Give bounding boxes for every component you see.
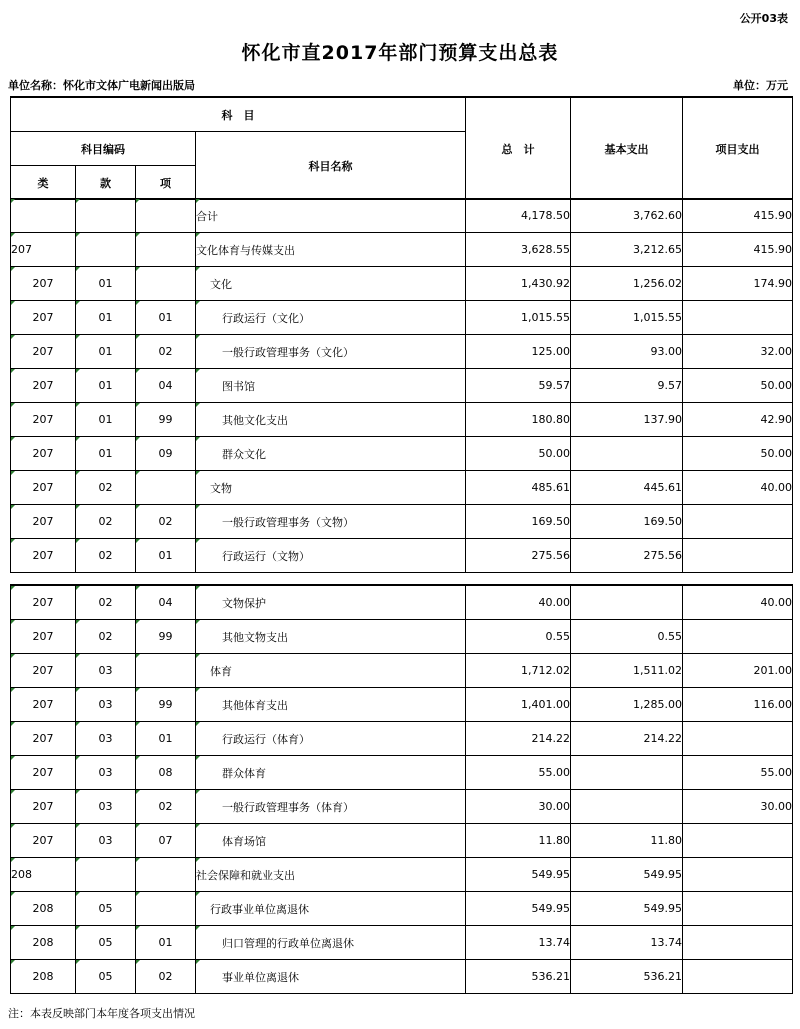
cell-basic: 445.61 <box>571 471 683 505</box>
cell-basic: 1,285.00 <box>571 688 683 722</box>
cell-kuan: 01 <box>76 437 136 471</box>
table-row <box>11 824 793 858</box>
cell-subject-name: 合计 <box>196 199 466 233</box>
cell-kuan: 01 <box>76 335 136 369</box>
cell-xiang: 01 <box>136 539 196 573</box>
cell-lei: 207 <box>11 790 76 824</box>
cell-kuan: 02 <box>76 505 136 539</box>
table-row <box>11 301 793 335</box>
cell-subject-name: 一般行政管理事务（文物） <box>196 505 466 539</box>
cell-xiang <box>136 892 196 926</box>
cell-total: 536.21 <box>466 960 571 994</box>
cell-project: 174.90 <box>683 267 793 301</box>
cell-project <box>683 539 793 573</box>
cell-subject-name: 社会保障和就业支出 <box>196 858 466 892</box>
cell-project: 55.00 <box>683 756 793 790</box>
cell-lei: 207 <box>11 585 76 620</box>
cell-lei: 207 <box>11 267 76 301</box>
cell-total: 485.61 <box>466 471 571 505</box>
cell-total: 3,628.55 <box>466 233 571 267</box>
cell-kuan: 03 <box>76 654 136 688</box>
cell-total: 214.22 <box>466 722 571 756</box>
cell-kuan: 05 <box>76 926 136 960</box>
currency-unit-label: 单位：万元 <box>733 79 788 92</box>
cell-lei: 208 <box>11 892 76 926</box>
cell-project <box>683 892 793 926</box>
table-row <box>11 790 793 824</box>
header-subject-code: 科目编码 <box>11 132 196 166</box>
cell-kuan: 03 <box>76 722 136 756</box>
table-row <box>11 335 793 369</box>
cell-total: 169.50 <box>466 505 571 539</box>
cell-kuan <box>76 199 136 233</box>
table-row <box>11 369 793 403</box>
cell-kuan: 05 <box>76 892 136 926</box>
cell-kuan: 03 <box>76 756 136 790</box>
cell-subject-name: 群众文化 <box>196 437 466 471</box>
cell-xiang <box>136 233 196 267</box>
table-row <box>11 505 793 539</box>
cell-project: 40.00 <box>683 471 793 505</box>
cell-total: 0.55 <box>466 620 571 654</box>
cell-subject-name: 图书馆 <box>196 369 466 403</box>
cell-total: 1,430.92 <box>466 267 571 301</box>
cell-basic <box>571 790 683 824</box>
cell-xiang: 01 <box>136 301 196 335</box>
cell-lei: 207 <box>11 335 76 369</box>
cell-basic: 11.80 <box>571 824 683 858</box>
cell-total: 549.95 <box>466 892 571 926</box>
cell-basic: 536.21 <box>571 960 683 994</box>
cell-project <box>683 301 793 335</box>
cell-basic: 1,511.02 <box>571 654 683 688</box>
cell-lei: 207 <box>11 654 76 688</box>
cell-lei: 207 <box>11 756 76 790</box>
cell-total: 180.80 <box>466 403 571 437</box>
cell-subject-name: 归口管理的行政单位离退休 <box>196 926 466 960</box>
cell-basic: 1,256.02 <box>571 267 683 301</box>
cell-project <box>683 620 793 654</box>
table-header <box>10 96 793 200</box>
cell-total: 1,015.55 <box>466 301 571 335</box>
cell-lei: 208 <box>11 926 76 960</box>
cell-subject-name: 一般行政管理事务（文化） <box>196 335 466 369</box>
cell-total: 1,401.00 <box>466 688 571 722</box>
table-code: 公开03表 <box>739 12 788 25</box>
cell-total: 30.00 <box>466 790 571 824</box>
cell-basic: 1,015.55 <box>571 301 683 335</box>
header-xiang: 项 <box>136 166 196 200</box>
cell-total: 59.57 <box>466 369 571 403</box>
table-row <box>11 960 793 994</box>
header-project: 项目支出 <box>683 97 793 200</box>
table-row <box>11 267 793 301</box>
table-row <box>11 892 793 926</box>
cell-lei: 207 <box>11 620 76 654</box>
cell-basic: 549.95 <box>571 858 683 892</box>
cell-kuan: 03 <box>76 688 136 722</box>
cell-project <box>683 505 793 539</box>
cell-xiang: 02 <box>136 960 196 994</box>
cell-lei: 207 <box>11 722 76 756</box>
table-row <box>11 539 793 573</box>
cell-xiang <box>136 199 196 233</box>
table-row <box>11 756 793 790</box>
cell-xiang: 07 <box>136 824 196 858</box>
cell-basic: 214.22 <box>571 722 683 756</box>
cell-subject-name: 文化体育与传媒支出 <box>196 233 466 267</box>
cell-xiang: 02 <box>136 505 196 539</box>
cell-lei <box>11 199 76 233</box>
cell-lei: 207 <box>11 539 76 573</box>
cell-lei: 207 <box>11 688 76 722</box>
cell-xiang <box>136 471 196 505</box>
cell-xiang: 02 <box>136 335 196 369</box>
cell-subject-name: 群众体育 <box>196 756 466 790</box>
cell-total: 275.56 <box>466 539 571 573</box>
cell-lei: 207 <box>11 301 76 335</box>
cell-subject-name: 行政事业单位离退休 <box>196 892 466 926</box>
table-body-page-1 <box>10 198 793 573</box>
cell-xiang <box>136 858 196 892</box>
cell-kuan: 02 <box>76 585 136 620</box>
cell-xiang: 02 <box>136 790 196 824</box>
cell-kuan: 02 <box>76 539 136 573</box>
cell-project: 32.00 <box>683 335 793 369</box>
cell-basic <box>571 756 683 790</box>
cell-basic: 93.00 <box>571 335 683 369</box>
cell-total: 549.95 <box>466 858 571 892</box>
cell-xiang: 99 <box>136 403 196 437</box>
cell-project <box>683 858 793 892</box>
cell-lei: 207 <box>11 369 76 403</box>
cell-lei: 207 <box>11 403 76 437</box>
cell-project: 415.90 <box>683 199 793 233</box>
cell-lei: 208 <box>11 858 76 892</box>
cell-xiang: 01 <box>136 722 196 756</box>
cell-total: 4,178.50 <box>466 199 571 233</box>
cell-basic: 3,212.65 <box>571 233 683 267</box>
cell-subject-name: 行政运行（文化） <box>196 301 466 335</box>
cell-xiang: 04 <box>136 369 196 403</box>
cell-lei: 208 <box>11 960 76 994</box>
cell-project <box>683 824 793 858</box>
cell-subject-name: 其他体育支出 <box>196 688 466 722</box>
table-row <box>11 585 793 620</box>
header-subject-name: 科目名称 <box>196 132 466 200</box>
cell-lei: 207 <box>11 505 76 539</box>
cell-kuan: 02 <box>76 620 136 654</box>
cell-kuan: 01 <box>76 301 136 335</box>
table-row <box>11 722 793 756</box>
table-body-page-2 <box>10 584 793 994</box>
cell-kuan <box>76 233 136 267</box>
cell-xiang: 04 <box>136 585 196 620</box>
table-row <box>11 654 793 688</box>
table-row <box>11 403 793 437</box>
cell-project: 40.00 <box>683 585 793 620</box>
cell-project: 116.00 <box>683 688 793 722</box>
unit-name-label: 单位名称：怀化市文体广电新闻出版局 <box>8 79 195 92</box>
cell-project <box>683 926 793 960</box>
cell-subject-name: 其他文物支出 <box>196 620 466 654</box>
cell-total: 11.80 <box>466 824 571 858</box>
cell-kuan: 03 <box>76 824 136 858</box>
table-row <box>11 858 793 892</box>
cell-subject-name: 体育场馆 <box>196 824 466 858</box>
cell-kuan: 02 <box>76 471 136 505</box>
table-row <box>11 471 793 505</box>
rows-page-1 <box>11 199 793 573</box>
table-row <box>11 688 793 722</box>
cell-total: 55.00 <box>466 756 571 790</box>
cell-basic: 3,762.60 <box>571 199 683 233</box>
cell-total: 50.00 <box>466 437 571 471</box>
cell-project <box>683 722 793 756</box>
cell-xiang: 09 <box>136 437 196 471</box>
cell-subject-name: 一般行政管理事务（体育） <box>196 790 466 824</box>
cell-project: 415.90 <box>683 233 793 267</box>
cell-basic <box>571 585 683 620</box>
cell-subject-name: 行政运行（文物） <box>196 539 466 573</box>
header-lei: 类 <box>11 166 76 200</box>
cell-basic <box>571 437 683 471</box>
cell-kuan: 03 <box>76 790 136 824</box>
cell-basic: 0.55 <box>571 620 683 654</box>
cell-subject-name: 其他文化支出 <box>196 403 466 437</box>
header-total: 总 计 <box>466 97 571 200</box>
page-title: 怀化市直2017年部门预算支出总表 <box>241 42 559 64</box>
cell-total: 1,712.02 <box>466 654 571 688</box>
cell-lei: 207 <box>11 471 76 505</box>
cell-subject-name: 文物保护 <box>196 585 466 620</box>
header-kuan: 款 <box>76 166 136 200</box>
cell-project: 50.00 <box>683 437 793 471</box>
cell-subject-name: 文物 <box>196 471 466 505</box>
cell-project: 42.90 <box>683 403 793 437</box>
cell-kuan: 05 <box>76 960 136 994</box>
cell-xiang: 99 <box>136 688 196 722</box>
cell-subject-name: 文化 <box>196 267 466 301</box>
cell-subject-name: 行政运行（体育） <box>196 722 466 756</box>
cell-kuan: 01 <box>76 403 136 437</box>
table-row <box>11 620 793 654</box>
cell-xiang <box>136 654 196 688</box>
cell-lei: 207 <box>11 824 76 858</box>
table-row <box>11 437 793 471</box>
cell-kuan <box>76 858 136 892</box>
cell-basic: 169.50 <box>571 505 683 539</box>
cell-basic: 137.90 <box>571 403 683 437</box>
cell-subject-name: 事业单位离退休 <box>196 960 466 994</box>
cell-project: 30.00 <box>683 790 793 824</box>
cell-total: 125.00 <box>466 335 571 369</box>
cell-project: 201.00 <box>683 654 793 688</box>
cell-xiang: 99 <box>136 620 196 654</box>
cell-xiang: 01 <box>136 926 196 960</box>
cell-xiang: 08 <box>136 756 196 790</box>
cell-basic: 9.57 <box>571 369 683 403</box>
cell-total: 13.74 <box>466 926 571 960</box>
table-row <box>11 926 793 960</box>
footnote: 注：本表反映部门本年度各项支出情况 <box>8 1007 195 1020</box>
cell-project <box>683 960 793 994</box>
cell-basic: 13.74 <box>571 926 683 960</box>
cell-total: 40.00 <box>466 585 571 620</box>
cell-kuan: 01 <box>76 369 136 403</box>
table-row <box>11 233 793 267</box>
cell-lei: 207 <box>11 437 76 471</box>
cell-basic: 275.56 <box>571 539 683 573</box>
cell-project: 50.00 <box>683 369 793 403</box>
cell-basic: 549.95 <box>571 892 683 926</box>
cell-kuan: 01 <box>76 267 136 301</box>
rows-page-2 <box>11 585 793 994</box>
cell-xiang <box>136 267 196 301</box>
cell-subject-name: 体育 <box>196 654 466 688</box>
table-row <box>11 199 793 233</box>
header-subject: 科 目 <box>11 97 466 132</box>
header-basic: 基本支出 <box>571 97 683 200</box>
cell-lei: 207 <box>11 233 76 267</box>
